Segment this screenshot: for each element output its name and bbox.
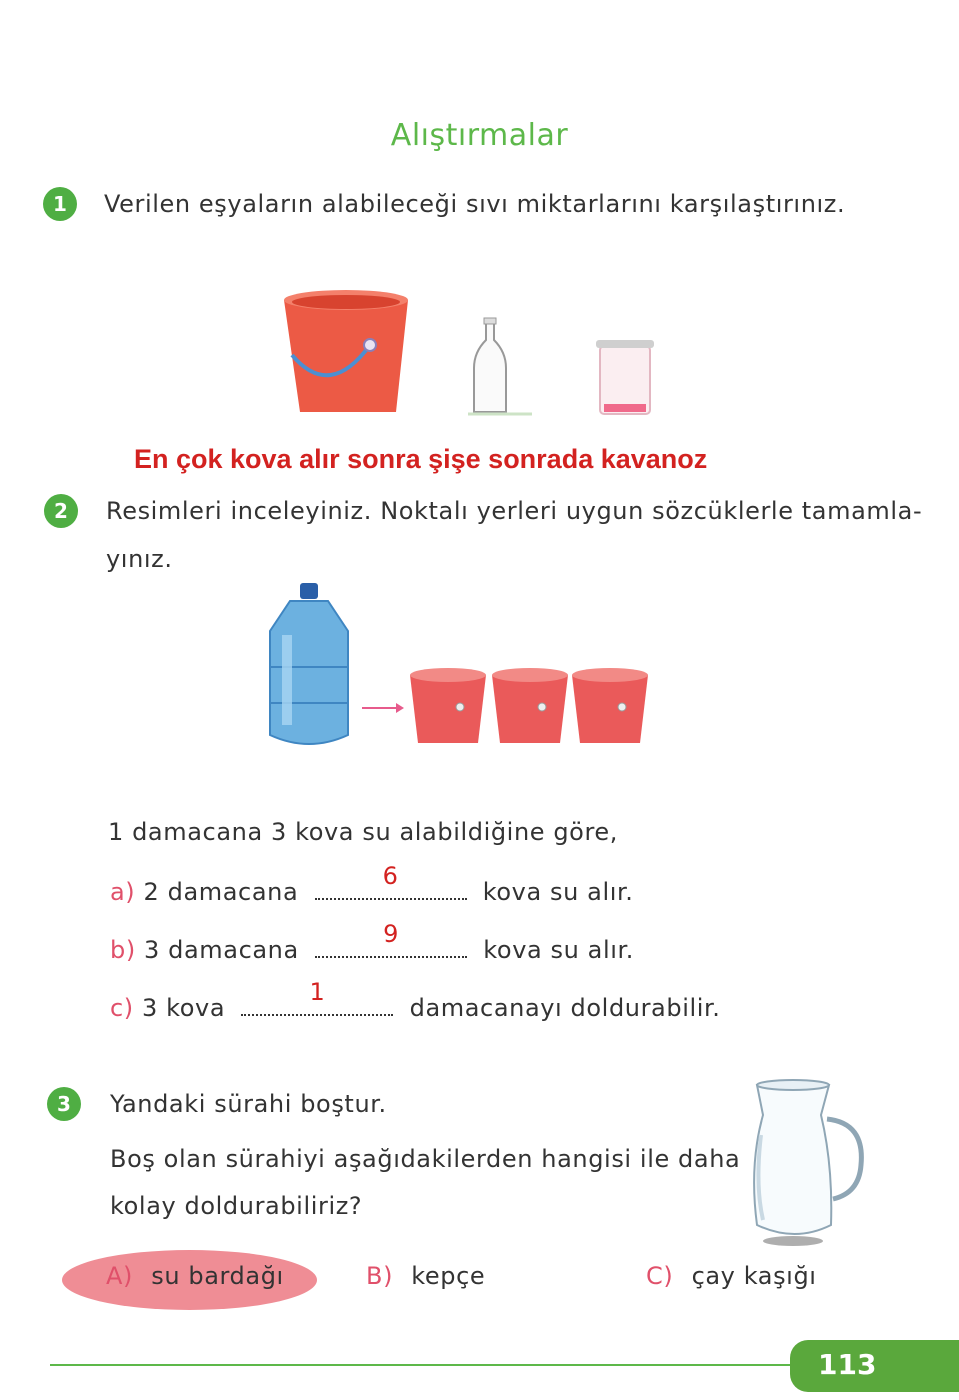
answer-value: 1: [309, 978, 326, 1006]
item-before-text: 2 damacana: [143, 878, 299, 906]
page-number: 113: [818, 1348, 877, 1381]
option-letter: B): [366, 1262, 394, 1290]
jug-buckets-illustration: [260, 575, 660, 755]
item-letter: a): [110, 878, 136, 906]
bucket-image: [284, 290, 408, 412]
question-2-number: 2: [44, 494, 78, 528]
footer-line: [50, 1364, 810, 1366]
question-2-text-line1: Resimleri inceleyiniz. Noktalı yerleri uygun sözcüklerle tamamla-: [106, 497, 923, 525]
answer-blank[interactable]: [241, 978, 393, 1016]
question-2-item-c: [110, 978, 721, 1022]
option-letter: A): [106, 1262, 133, 1290]
item-before-text: 3 kova: [142, 994, 226, 1022]
option-letter: C): [646, 1262, 674, 1290]
question-3-line1: Yandaki sürahi boştur.: [110, 1090, 387, 1118]
answer-value: 9: [383, 920, 399, 948]
bucket-image-2: [492, 668, 568, 743]
bucket-image-1: [410, 668, 486, 743]
arrow-icon: [362, 703, 404, 713]
option-b[interactable]: [366, 1262, 485, 1290]
containers-illustration: [270, 280, 670, 430]
answer-blank[interactable]: [315, 862, 467, 900]
item-after-text: damacanayı doldurabilir.: [409, 994, 721, 1022]
question-3-line3: kolay doldurabiliriz?: [110, 1192, 363, 1220]
jar-image: [596, 340, 654, 414]
pitcher-image: [735, 1075, 875, 1255]
item-after-text: kova su alır.: [483, 936, 635, 964]
question-1-answer: En çok kova alır sonra şişe sonrada kavanoz: [134, 444, 708, 474]
option-c[interactable]: [646, 1262, 817, 1290]
item-letter: b): [110, 936, 136, 964]
option-text: kepçe: [411, 1262, 486, 1290]
item-after-text: kova su alır.: [482, 878, 634, 906]
option-text: su bardağı: [151, 1262, 284, 1290]
question-2-item-a: [110, 862, 634, 906]
question-1-text: Verilen eşyaların alabileceği sıvı miktarlarını karşılaştırınız.: [104, 190, 846, 218]
item-before-text: 3 damacana: [144, 936, 299, 964]
question-2-text-line2: yınız.: [106, 545, 173, 573]
water-jug-image: [270, 583, 348, 744]
question-3-line2: Boş olan sürahiyi aşağıdakilerden hangisi ile daha: [110, 1145, 741, 1173]
option-a[interactable]: [106, 1262, 284, 1290]
item-letter: c): [110, 994, 134, 1022]
question-2-premise: 1 damacana 3 kova su alabildiğine göre,: [108, 818, 618, 846]
answer-blank[interactable]: [315, 920, 467, 958]
page-title: Alıştırmalar: [390, 118, 569, 153]
question-3-number: 3: [47, 1087, 81, 1121]
question-1-number: 1: [43, 187, 77, 221]
bottle-image: [468, 318, 532, 414]
bucket-image-3: [572, 668, 648, 743]
question-2-item-b: [110, 920, 635, 964]
answer-value: 6: [382, 862, 399, 890]
option-text: çay kaşığı: [691, 1262, 817, 1290]
